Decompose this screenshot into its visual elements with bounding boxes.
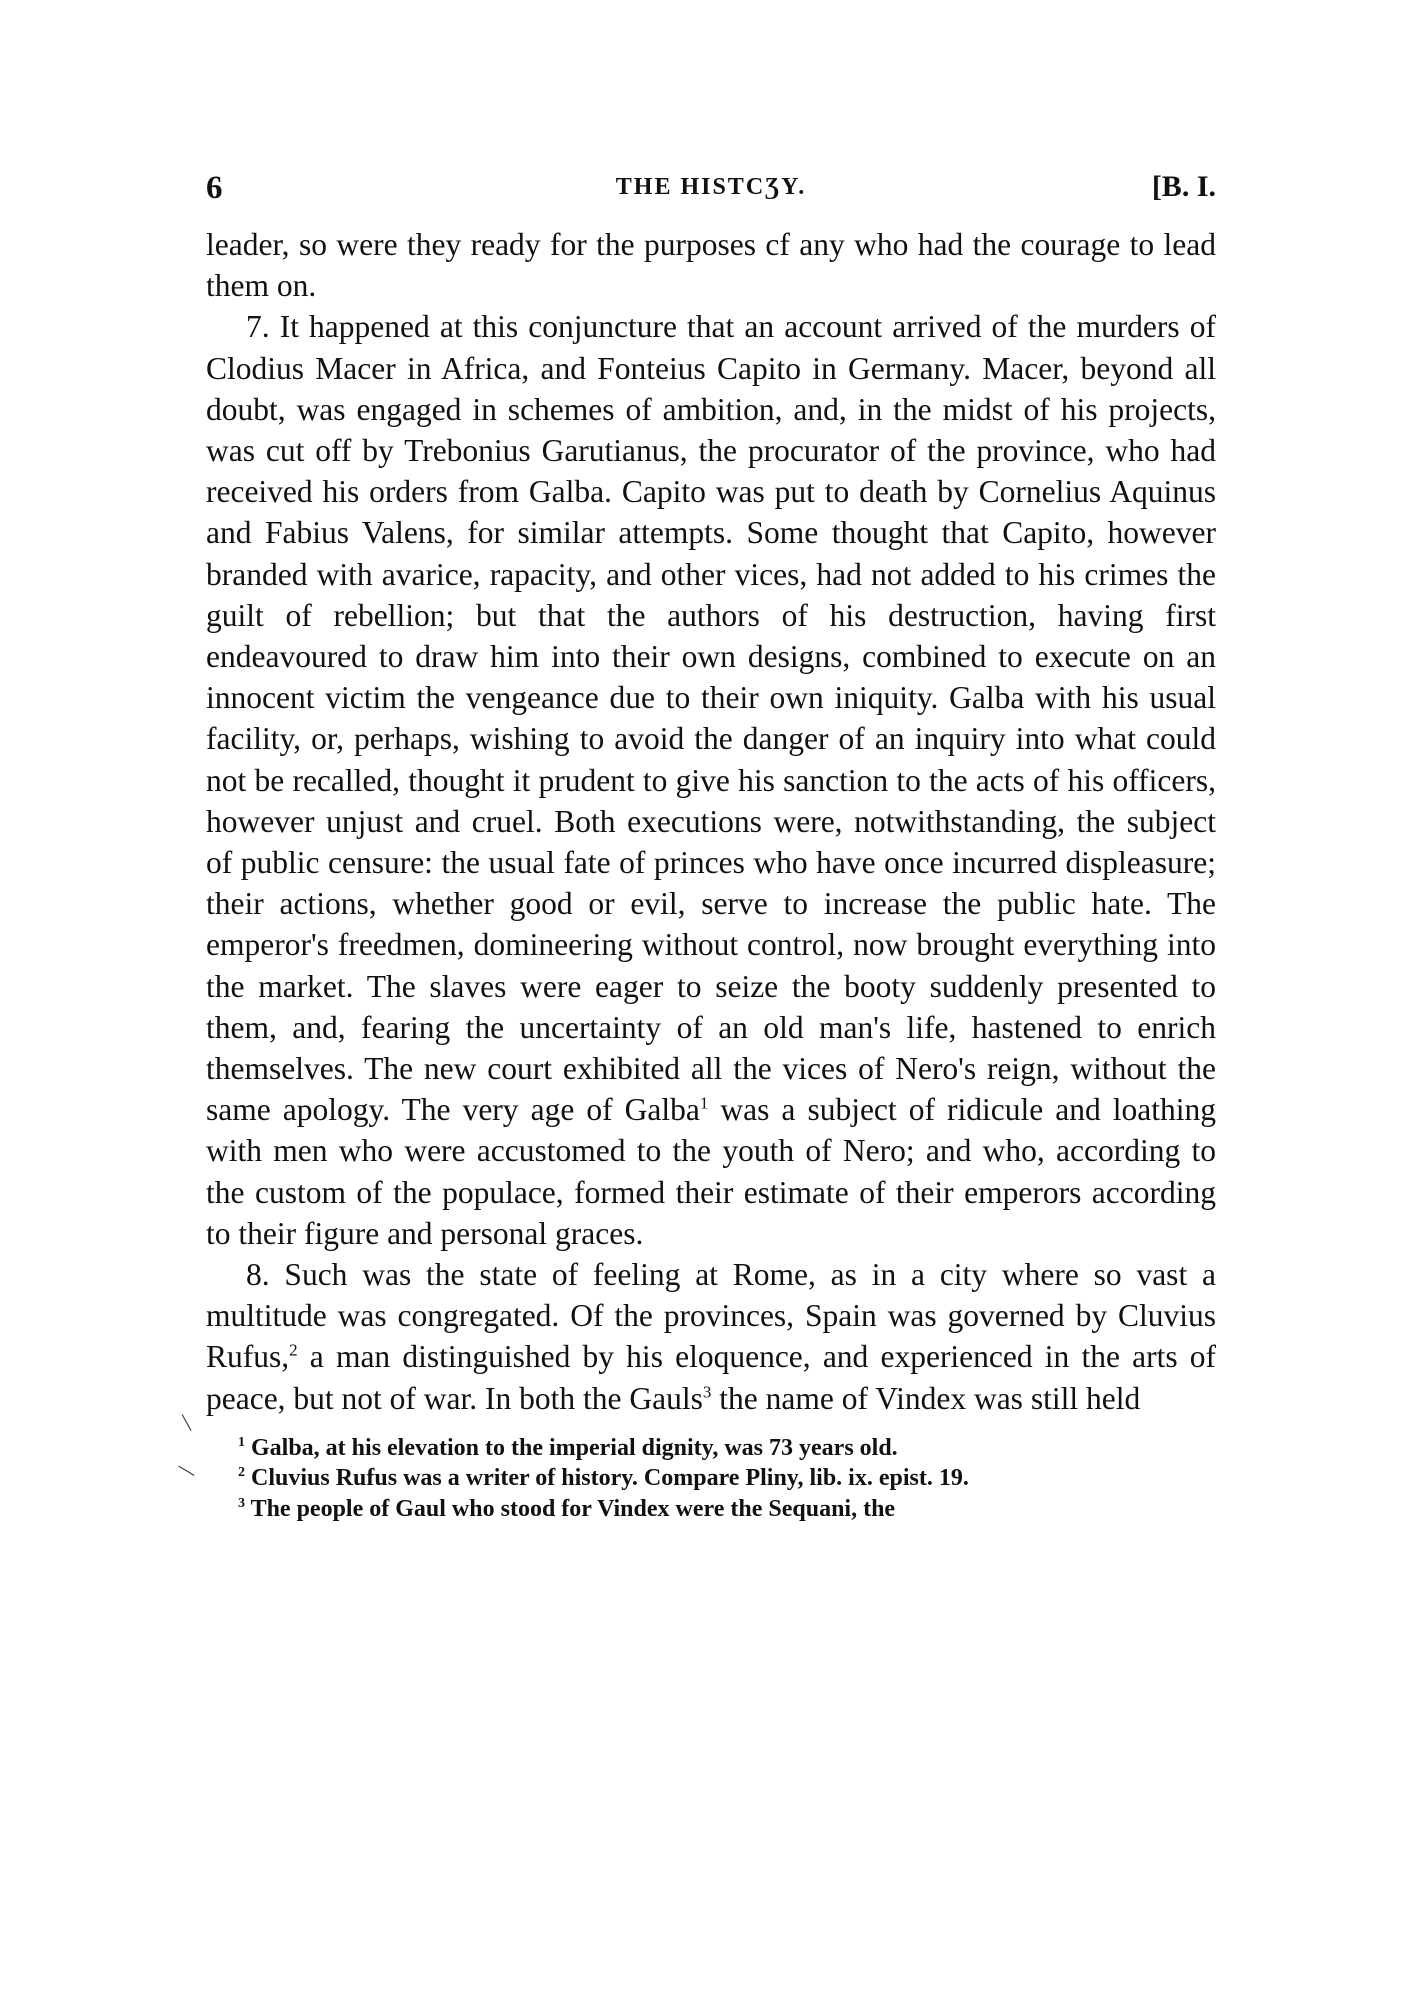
footnote-1 (206, 1433, 1216, 1464)
paragraph-7 (206, 306, 1216, 1254)
footnote-text: The people of Gaul who stood for Vindex were the Sequani, the (250, 1495, 896, 1522)
footnote-2 (206, 1463, 1216, 1494)
book-page (206, 170, 1216, 1524)
footnote-ref: 1 (699, 1093, 709, 1113)
footnote-ref: 3 (702, 1382, 712, 1402)
running-title: THE HISTCƷY. (615, 174, 807, 200)
footnote-3 (206, 1494, 1216, 1525)
paragraph-text: a man distinguished by his eloquence, and experienced in the arts of peace, but not of war. In both the Gauls (206, 1339, 1216, 1416)
running-head (206, 170, 1216, 214)
page-number: 6 (206, 170, 223, 206)
footnote-text: Galba, at his elevation to the imperial dignity, was 73 years old. (251, 1434, 898, 1461)
footnotes (206, 1433, 1216, 1525)
paragraph-text: the name of Vindex was still held (711, 1380, 1141, 1416)
body-text (206, 224, 1216, 1419)
footnote-mark: 3 (238, 1495, 245, 1511)
footnote-mark: 2 (238, 1465, 245, 1481)
paragraph-text: leader, so were they ready for the purposes cf any who had the courage to lead them on. (206, 227, 1216, 304)
paragraph-text: 8. Such was the state of feeling at Rome, as in a city where so vast a multitude was congregated. Of the provinces, Spain was governed by Cluvius Rufus, (206, 1257, 1216, 1375)
paragraph-text: 7. It happened at this conjuncture that an account arrived of the murders of Clodius Macer in Africa, and Fonteius Capito in Germany. Macer, beyond all doubt, was engaged in schemes of ambition, and, in the midst of his projects, was cut off by Trebonius Garutianus, the procurator of the province, who had received his orders from Galba. Capito was put to death by Cornelius Aquinus and Fabius Valens, for similar attempts. Some thought that Capito, however branded with avarice, rapacity, and other vices, had not added to his crimes the guilt of rebellion; but that the authors of his destruction, having first endeavoured to draw him into their own designs, combined to execute on an innocent victim the vengeance due to their own iniquity. Galba with his usual facility, or, perhaps, wishing to avoid the danger of an inquiry into what could not be recalled, thought it prudent to give his sanction to the acts of his officers, however unjust and cruel. Both executions were, notwithstanding, the subject of public censure: the usual fate of princes who have once incurred displeasure; their actions, whether good or evil, serve to increase the public hate. The emperor's freedmen, domineering without control, now brought everything into the market. The slaves were eager to seize the booty suddenly presented to them, and, fearing the uncertainty of an old man's life, hastened to enrich themselves. The new court exhibited all the vices of Nero's reign, without the same apology. The very age of Galba (206, 309, 1216, 1128)
margin-pencil-mark: \ (180, 1407, 193, 1438)
footnote-mark: 1 (238, 1434, 245, 1450)
paragraph-8 (206, 1254, 1216, 1419)
book-section-mark: [B. I. (1151, 170, 1216, 203)
paragraph-continuation (206, 224, 1216, 306)
paragraph-text: was a subject of ridicule and loathing with men who were accustomed to the youth of Nero; and who, according to the custom of the populace, formed their estimate of their emperors according to their figure and personal graces. (206, 1092, 1217, 1251)
footnote-ref: 2 (289, 1340, 298, 1360)
footnote-text: Cluvius Rufus was a writer of history. Compare Pliny, lib. ix. epist. 19. (251, 1465, 969, 1492)
margin-pencil-mark: \ (174, 1457, 199, 1485)
